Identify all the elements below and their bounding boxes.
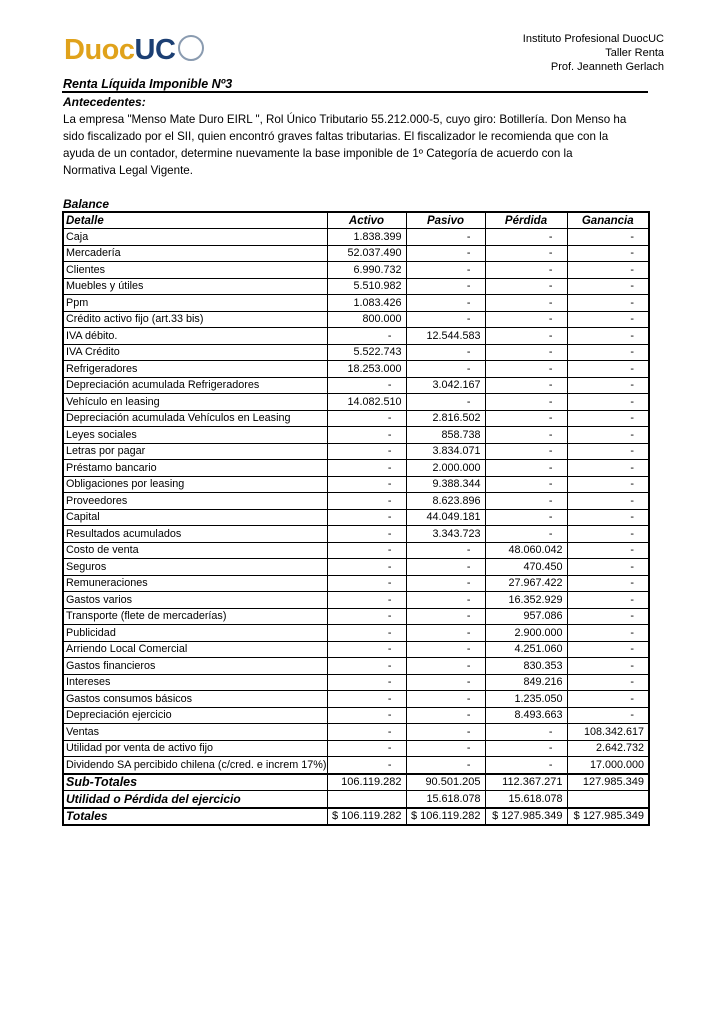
cell-pasivo: 12.544.583 xyxy=(406,328,485,345)
cell-pasivo: 8.623.896 xyxy=(406,493,485,510)
cell-detalle: Préstamo bancario xyxy=(63,460,327,477)
table-row xyxy=(63,229,649,246)
cell-pasivo: - xyxy=(406,625,485,642)
cell-ganancia: 2.642.732 xyxy=(567,740,649,757)
paragraph-line: sido fiscalizado por el SII, quien encontró graves faltas tributarias. El fiscalizador le recomienda que con la xyxy=(63,130,609,143)
cell-pasivo: 3.834.071 xyxy=(406,443,485,460)
cell-activo: - xyxy=(327,526,406,543)
cell-ganancia: - xyxy=(567,641,649,658)
cell-perdida: - xyxy=(485,476,567,493)
cell-detalle: Dividendo SA percibido chilena (c/cred. e increm 17%) xyxy=(63,757,327,774)
utilidad-perdida: 15.618.078 xyxy=(485,791,567,808)
table-row xyxy=(63,443,649,460)
cell-perdida: - xyxy=(485,394,567,411)
cell-perdida: - xyxy=(485,460,567,477)
table-row xyxy=(63,592,649,609)
cell-activo: - xyxy=(327,740,406,757)
cell-perdida: - xyxy=(485,295,567,312)
cell-pasivo: - xyxy=(406,658,485,675)
cell-activo: - xyxy=(327,691,406,708)
cell-ganancia: - xyxy=(567,707,649,724)
utilidad-activo xyxy=(327,791,406,808)
cell-detalle: Vehículo en leasing xyxy=(63,394,327,411)
cell-pasivo: 2.816.502 xyxy=(406,410,485,427)
cell-pasivo: 44.049.181 xyxy=(406,509,485,526)
cell-perdida: - xyxy=(485,361,567,378)
cell-pasivo: - xyxy=(406,641,485,658)
cell-perdida: 849.216 xyxy=(485,674,567,691)
cell-activo: - xyxy=(327,410,406,427)
cell-detalle: Clientes xyxy=(63,262,327,279)
table-row xyxy=(63,641,649,658)
cell-detalle: Obligaciones por leasing xyxy=(63,476,327,493)
table-row xyxy=(63,328,649,345)
paragraph-line: La empresa "Menso Mate Duro EIRL ", Rol Único Tributario 55.212.000-5, cuyo giro: Botillería. Don Menso ha xyxy=(63,113,627,126)
subtotal-ganancia: 127.985.349 xyxy=(567,774,649,791)
cell-perdida: - xyxy=(485,443,567,460)
cell-ganancia: - xyxy=(567,328,649,345)
cell-detalle: Letras por pagar xyxy=(63,443,327,460)
cell-detalle: Transporte (flete de mercaderías) xyxy=(63,608,327,625)
table-row xyxy=(63,278,649,295)
cell-pasivo: - xyxy=(406,542,485,559)
cell-pasivo: 9.388.344 xyxy=(406,476,485,493)
cell-detalle: Ventas xyxy=(63,724,327,741)
cell-activo: 6.990.732 xyxy=(327,262,406,279)
cell-activo: 1.083.426 xyxy=(327,295,406,312)
cell-detalle: Depreciación acumulada Refrigeradores xyxy=(63,377,327,394)
cell-perdida: - xyxy=(485,344,567,361)
cell-activo: - xyxy=(327,592,406,609)
cell-ganancia: - xyxy=(567,427,649,444)
professor-name: Prof. Jeanneth Gerlach xyxy=(550,61,664,73)
table-row xyxy=(63,311,649,328)
table-row xyxy=(63,377,649,394)
table-row xyxy=(63,740,649,757)
cell-ganancia: - xyxy=(567,460,649,477)
table-row xyxy=(63,509,649,526)
cell-detalle: Costo de venta xyxy=(63,542,327,559)
logo-uc-text: UC xyxy=(134,33,176,66)
cell-detalle: Intereses xyxy=(63,674,327,691)
header-info xyxy=(523,32,664,74)
cell-detalle: Crédito activo fijo (art.33 bis) xyxy=(63,311,327,328)
cell-pasivo: - xyxy=(406,707,485,724)
cell-perdida: - xyxy=(485,493,567,510)
cell-ganancia: - xyxy=(567,542,649,559)
header-ganancia: Ganancia xyxy=(567,212,649,229)
table-row xyxy=(63,262,649,279)
cell-activo: 14.082.510 xyxy=(327,394,406,411)
cell-ganancia: 17.000.000 xyxy=(567,757,649,774)
cell-perdida: - xyxy=(485,377,567,394)
cell-perdida: - xyxy=(485,724,567,741)
utilidad-label: Utilidad o Pérdida del ejercicio xyxy=(63,791,327,808)
cell-perdida: 27.967.422 xyxy=(485,575,567,592)
cell-detalle: Remuneraciones xyxy=(63,575,327,592)
header-activo: Activo xyxy=(327,212,406,229)
cell-ganancia: - xyxy=(567,658,649,675)
cell-perdida: - xyxy=(485,328,567,345)
cell-detalle: Proveedores xyxy=(63,493,327,510)
cell-pasivo: - xyxy=(406,724,485,741)
cell-ganancia: - xyxy=(567,344,649,361)
cell-ganancia: - xyxy=(567,476,649,493)
cell-detalle: IVA Crédito xyxy=(63,344,327,361)
table-row xyxy=(63,559,649,576)
cell-detalle: Depreciación ejercicio xyxy=(63,707,327,724)
cell-ganancia: - xyxy=(567,625,649,642)
cell-ganancia: - xyxy=(567,691,649,708)
cell-activo: - xyxy=(327,493,406,510)
header-detalle: Detalle xyxy=(63,212,327,229)
duocuc-logo xyxy=(64,32,204,68)
cell-activo: - xyxy=(327,377,406,394)
cell-activo: 18.253.000 xyxy=(327,361,406,378)
cell-ganancia: - xyxy=(567,410,649,427)
cell-ganancia: - xyxy=(567,229,649,246)
cell-ganancia: - xyxy=(567,394,649,411)
cell-pasivo: - xyxy=(406,740,485,757)
cell-detalle: IVA débito. xyxy=(63,328,327,345)
cell-activo: - xyxy=(327,757,406,774)
cell-detalle: Caja xyxy=(63,229,327,246)
cell-detalle: Mercadería xyxy=(63,245,327,262)
subtotal-activo: 106.119.282 xyxy=(327,774,406,791)
cell-activo: - xyxy=(327,476,406,493)
table-row xyxy=(63,691,649,708)
course-name: Taller Renta xyxy=(605,47,664,59)
table-row xyxy=(63,757,649,774)
cell-ganancia: - xyxy=(567,278,649,295)
cell-pasivo: 2.000.000 xyxy=(406,460,485,477)
table-row xyxy=(63,674,649,691)
totales-ganancia: $ 127.985.349 xyxy=(567,808,649,826)
table-row xyxy=(63,344,649,361)
header-pasivo: Pasivo xyxy=(406,212,485,229)
cell-perdida: - xyxy=(485,757,567,774)
cell-activo: - xyxy=(327,460,406,477)
cell-pasivo: - xyxy=(406,691,485,708)
cell-activo: - xyxy=(327,724,406,741)
table-row xyxy=(63,493,649,510)
cell-pasivo: - xyxy=(406,229,485,246)
cell-ganancia: - xyxy=(567,311,649,328)
document-body xyxy=(62,77,648,826)
subtotal-pasivo: 90.501.205 xyxy=(406,774,485,791)
antecedentes-label: Antecedentes: xyxy=(63,95,146,109)
cell-ganancia: - xyxy=(567,509,649,526)
cell-activo: - xyxy=(327,509,406,526)
cell-ganancia: - xyxy=(567,559,649,576)
cell-perdida: 48.060.042 xyxy=(485,542,567,559)
cell-perdida: 830.353 xyxy=(485,658,567,675)
cell-activo: - xyxy=(327,328,406,345)
table-body xyxy=(63,229,649,774)
cell-ganancia: - xyxy=(567,443,649,460)
header-perdida: Pérdida xyxy=(485,212,567,229)
document-title: Renta Líquida Imponible Nº3 xyxy=(62,77,648,93)
cell-pasivo: 858.738 xyxy=(406,427,485,444)
table-row xyxy=(63,526,649,543)
cell-pasivo: - xyxy=(406,592,485,609)
cell-pasivo: - xyxy=(406,278,485,295)
institution-name: Instituto Profesional DuocUC xyxy=(522,33,664,45)
totales-perdida: $ 127.985.349 xyxy=(485,808,567,826)
cell-perdida: - xyxy=(485,427,567,444)
cell-perdida: - xyxy=(485,509,567,526)
cell-ganancia: - xyxy=(567,262,649,279)
cell-detalle: Ppm xyxy=(63,295,327,312)
table-row xyxy=(63,542,649,559)
paragraph-line: ayuda de un contador, determine nuevamente la base imponible de 1º Categoría de acuerdo con la xyxy=(63,147,573,160)
subtotal-row xyxy=(63,774,649,791)
cell-perdida: - xyxy=(485,245,567,262)
cell-perdida: 470.450 xyxy=(485,559,567,576)
utilidad-row xyxy=(63,791,649,808)
cell-detalle: Gastos consumos básicos xyxy=(63,691,327,708)
cell-pasivo: - xyxy=(406,295,485,312)
cell-detalle: Refrigeradores xyxy=(63,361,327,378)
cell-activo: - xyxy=(327,608,406,625)
cell-detalle: Utilidad por venta de activo fijo xyxy=(63,740,327,757)
cell-activo: - xyxy=(327,575,406,592)
table-row xyxy=(63,295,649,312)
cell-perdida: - xyxy=(485,410,567,427)
cell-ganancia: - xyxy=(567,608,649,625)
cell-perdida: - xyxy=(485,311,567,328)
table-row xyxy=(63,608,649,625)
cell-pasivo: - xyxy=(406,674,485,691)
cell-perdida: - xyxy=(485,229,567,246)
cell-ganancia: - xyxy=(567,377,649,394)
cell-ganancia: 108.342.617 xyxy=(567,724,649,741)
cell-ganancia: - xyxy=(567,592,649,609)
table-row xyxy=(63,476,649,493)
cell-activo: - xyxy=(327,641,406,658)
table-row xyxy=(63,245,649,262)
cell-perdida: - xyxy=(485,740,567,757)
cell-ganancia: - xyxy=(567,361,649,378)
cell-detalle: Leyes sociales xyxy=(63,427,327,444)
cell-detalle: Depreciación acumulada Vehículos en Leasing xyxy=(63,410,327,427)
balance-table xyxy=(62,211,650,826)
table-row xyxy=(63,361,649,378)
cell-activo: 5.522.743 xyxy=(327,344,406,361)
table-row xyxy=(63,394,649,411)
seal-icon xyxy=(178,35,204,61)
cell-pasivo: 3.343.723 xyxy=(406,526,485,543)
totales-pasivo: $ 106.119.282 xyxy=(406,808,485,826)
totales-activo: $ 106.119.282 xyxy=(327,808,406,826)
cell-activo: - xyxy=(327,542,406,559)
cell-detalle: Arriendo Local Comercial xyxy=(63,641,327,658)
cell-pasivo: - xyxy=(406,311,485,328)
totales-label: Totales xyxy=(63,808,327,826)
cell-activo: - xyxy=(327,443,406,460)
table-header-row xyxy=(63,212,649,229)
cell-detalle: Gastos financieros xyxy=(63,658,327,675)
cell-activo: 1.838.399 xyxy=(327,229,406,246)
totales-row xyxy=(63,808,649,826)
cell-activo: 5.510.982 xyxy=(327,278,406,295)
cell-perdida: 8.493.663 xyxy=(485,707,567,724)
cell-detalle: Resultados acumulados xyxy=(63,526,327,543)
cell-detalle: Publicidad xyxy=(63,625,327,642)
cell-activo: - xyxy=(327,625,406,642)
table-row xyxy=(63,427,649,444)
antecedentes-paragraph xyxy=(62,111,648,179)
logo-duoc-text: Duoc xyxy=(64,33,135,66)
cell-activo: 800.000 xyxy=(327,311,406,328)
cell-activo: - xyxy=(327,707,406,724)
cell-activo: - xyxy=(327,674,406,691)
table-row xyxy=(63,658,649,675)
cell-detalle: Gastos varios xyxy=(63,592,327,609)
cell-detalle: Capital xyxy=(63,509,327,526)
utilidad-ganancia xyxy=(567,791,649,808)
cell-pasivo: - xyxy=(406,245,485,262)
cell-perdida: - xyxy=(485,526,567,543)
cell-pasivo: - xyxy=(406,262,485,279)
subtotal-perdida: 112.367.271 xyxy=(485,774,567,791)
cell-perdida: - xyxy=(485,262,567,279)
table-row xyxy=(63,724,649,741)
table-row xyxy=(63,460,649,477)
cell-pasivo: 3.042.167 xyxy=(406,377,485,394)
cell-activo: - xyxy=(327,658,406,675)
cell-activo: 52.037.490 xyxy=(327,245,406,262)
table-row xyxy=(63,625,649,642)
cell-ganancia: - xyxy=(567,674,649,691)
cell-ganancia: - xyxy=(567,575,649,592)
subtotal-label: Sub-Totales xyxy=(63,774,327,791)
utilidad-pasivo: 15.618.078 xyxy=(406,791,485,808)
cell-ganancia: - xyxy=(567,526,649,543)
table-row xyxy=(63,575,649,592)
cell-perdida: 4.251.060 xyxy=(485,641,567,658)
paragraph-line: Normativa Legal Vigente. xyxy=(63,164,193,177)
table-row xyxy=(63,707,649,724)
cell-pasivo: - xyxy=(406,575,485,592)
cell-detalle: Muebles y útiles xyxy=(63,278,327,295)
cell-ganancia: - xyxy=(567,295,649,312)
cell-perdida: 2.900.000 xyxy=(485,625,567,642)
cell-ganancia: - xyxy=(567,245,649,262)
cell-pasivo: - xyxy=(406,608,485,625)
cell-pasivo: - xyxy=(406,394,485,411)
cell-detalle: Seguros xyxy=(63,559,327,576)
cell-pasivo: - xyxy=(406,361,485,378)
cell-ganancia: - xyxy=(567,493,649,510)
table-row xyxy=(63,410,649,427)
balance-label: Balance xyxy=(63,197,110,211)
cell-activo: - xyxy=(327,427,406,444)
cell-pasivo: - xyxy=(406,559,485,576)
cell-perdida: 957.086 xyxy=(485,608,567,625)
cell-perdida: 16.352.929 xyxy=(485,592,567,609)
cell-perdida: - xyxy=(485,278,567,295)
cell-pasivo: - xyxy=(406,344,485,361)
cell-pasivo: - xyxy=(406,757,485,774)
cell-perdida: 1.235.050 xyxy=(485,691,567,708)
cell-activo: - xyxy=(327,559,406,576)
